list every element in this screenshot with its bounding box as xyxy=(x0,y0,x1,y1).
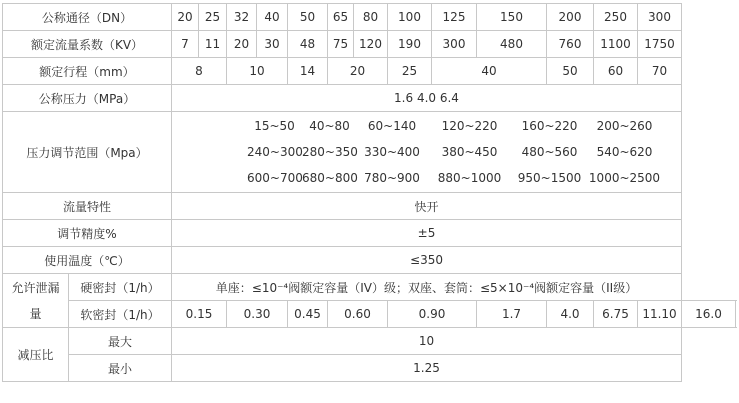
adjust-range-line xyxy=(247,113,681,139)
reduction-min-label: 最小 xyxy=(69,355,172,382)
kv-value: 300 xyxy=(432,31,477,58)
leakage-soft-value: 0.90 xyxy=(388,301,477,328)
reduction-max-label: 最大 xyxy=(69,328,172,355)
dn-value: 65 xyxy=(328,4,354,31)
range-value: 40~80 xyxy=(309,119,350,133)
row-leakage-hard xyxy=(3,274,736,301)
dn-value: 50 xyxy=(288,4,328,31)
row-precision xyxy=(3,220,736,247)
precision-value: ±5 xyxy=(172,220,682,247)
dn-value: 125 xyxy=(432,4,477,31)
kv-value: 30 xyxy=(257,31,288,58)
dn-label: 公称通径（DN） xyxy=(3,4,172,31)
range-value: 950~1500 xyxy=(517,171,582,185)
valve-spec-table xyxy=(2,3,736,382)
range-value: 200~260 xyxy=(596,119,653,133)
kv-value: 7 xyxy=(172,31,199,58)
adjust-range-label: 压力调节范围（Mpa） xyxy=(3,112,172,193)
kv-value: 48 xyxy=(288,31,328,58)
leakage-soft-value: 0.15 xyxy=(172,301,227,328)
row-temperature xyxy=(3,247,736,274)
flow-char-value: 快开 xyxy=(172,193,682,220)
flow-char-label: 流量特性 xyxy=(3,193,172,220)
temperature-label: 使用温度（℃） xyxy=(3,247,172,274)
pressure-label: 公称压力（MPa） xyxy=(3,85,172,112)
row-leakage-soft xyxy=(3,301,736,328)
adjust-range-line xyxy=(247,165,681,191)
leakage-label-text: 允许泄漏量 xyxy=(11,280,60,321)
kv-label: 额定流量系数（KV） xyxy=(3,31,172,58)
dn-value: 100 xyxy=(388,4,432,31)
temperature-value: ≤350 xyxy=(172,247,682,274)
range-value: 480~560 xyxy=(521,145,578,159)
range-value: 15~50 xyxy=(254,119,295,133)
kv-value: 20 xyxy=(227,31,257,58)
range-value: 160~220 xyxy=(521,119,578,133)
row-pressure xyxy=(3,85,736,112)
dn-value: 25 xyxy=(199,4,227,31)
reduction-min-value: 1.25 xyxy=(172,355,682,382)
reduction-label: 减压比 xyxy=(3,328,69,382)
dn-value: 20 xyxy=(172,4,199,31)
range-value: 120~220 xyxy=(441,119,498,133)
stroke-value: 10 xyxy=(227,58,288,85)
range-value: 600~700 xyxy=(247,171,303,185)
range-value: 1000~2500 xyxy=(588,171,661,185)
row-reduction-min xyxy=(3,355,736,382)
row-stroke xyxy=(3,58,736,85)
stroke-value: 25 xyxy=(388,58,432,85)
adjust-range-values xyxy=(172,112,682,193)
stroke-value: 14 xyxy=(288,58,328,85)
range-value: 240~300 xyxy=(247,145,303,159)
range-value: 330~400 xyxy=(364,145,420,159)
range-value: 780~900 xyxy=(364,171,420,185)
row-reduction-max xyxy=(3,328,736,355)
dn-value: 32 xyxy=(227,4,257,31)
precision-label: 调节精度% xyxy=(3,220,172,247)
kv-value: 11 xyxy=(199,31,227,58)
dn-value: 300 xyxy=(638,4,682,31)
stroke-value: 60 xyxy=(594,58,638,85)
range-value: 680~800 xyxy=(302,171,358,185)
leakage-soft-value: 4.0 xyxy=(547,301,594,328)
dn-value: 40 xyxy=(257,4,288,31)
kv-value: 75 xyxy=(328,31,354,58)
kv-value: 760 xyxy=(547,31,594,58)
range-value: 540~620 xyxy=(596,145,653,159)
kv-value: 1750 xyxy=(638,31,682,58)
row-flow-char xyxy=(3,193,736,220)
dn-value: 200 xyxy=(547,4,594,31)
pressure-value: 1.6 4.0 6.4 xyxy=(172,85,682,112)
reduction-max-value: 10 xyxy=(172,328,682,355)
adjust-range-line xyxy=(247,139,681,165)
kv-value: 1100 xyxy=(594,31,638,58)
stroke-label: 额定行程（mm） xyxy=(3,58,172,85)
dn-value: 80 xyxy=(354,4,388,31)
leakage-soft-value: 0.45 xyxy=(288,301,328,328)
stroke-value: 50 xyxy=(547,58,594,85)
range-value: 380~450 xyxy=(441,145,498,159)
leakage-soft-value: 6.75 xyxy=(594,301,638,328)
leakage-soft-label: 软密封（1/h） xyxy=(69,301,172,328)
kv-value: 480 xyxy=(477,31,547,58)
row-adjust-range xyxy=(3,112,736,193)
leakage-soft-value: 1.7 xyxy=(477,301,547,328)
stroke-value: 70 xyxy=(638,58,682,85)
range-value: 880~1000 xyxy=(437,171,502,185)
leakage-soft-value: 16.0 xyxy=(682,301,736,328)
leakage-soft-value: 11.10 xyxy=(638,301,682,328)
leakage-soft-value: 0.60 xyxy=(328,301,388,328)
dn-value: 150 xyxy=(477,4,547,31)
stroke-value: 8 xyxy=(172,58,227,85)
row-kv xyxy=(3,31,736,58)
range-value: 60~140 xyxy=(367,119,417,133)
leakage-hard-label: 硬密封（1/h） xyxy=(69,274,172,301)
kv-value: 120 xyxy=(354,31,388,58)
row-dn xyxy=(3,4,736,31)
dn-value: 250 xyxy=(594,4,638,31)
stroke-value: 20 xyxy=(328,58,388,85)
kv-value: 190 xyxy=(388,31,432,58)
leakage-hard-value: 单座：≤10⁻⁴阀额定容量（IV）级；双座、套筒：≤5×10⁻⁴阀额定容量（II级） xyxy=(172,274,682,301)
leakage-soft-value: 0.30 xyxy=(227,301,288,328)
stroke-value: 40 xyxy=(432,58,547,85)
range-value: 280~350 xyxy=(302,145,358,159)
leakage-label xyxy=(3,274,69,328)
